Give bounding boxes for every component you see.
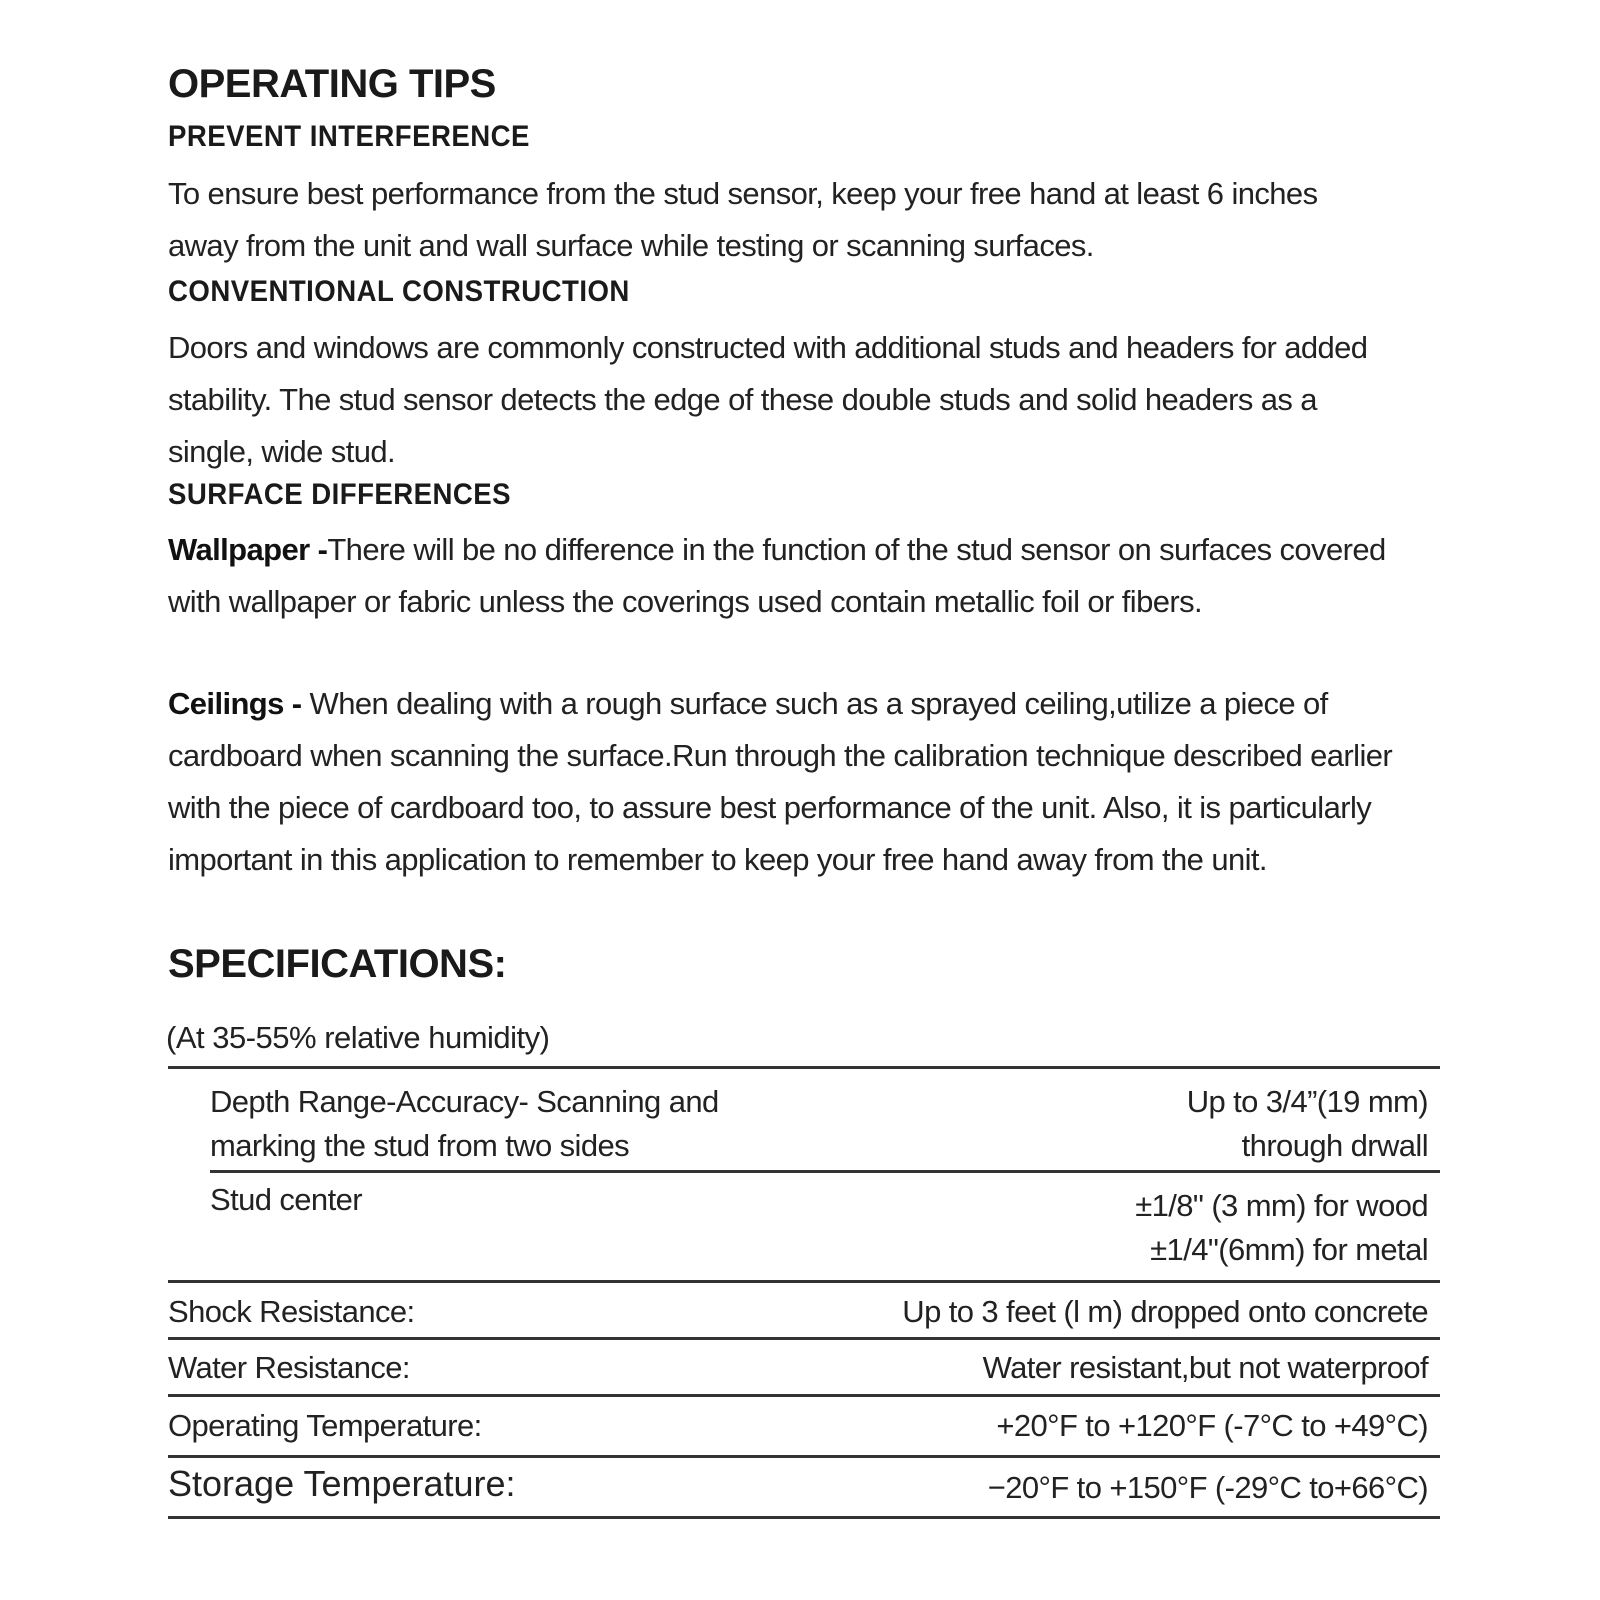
ceilings-label: Ceilings -	[168, 686, 302, 721]
table-rule	[168, 1337, 1440, 1340]
spec-label-water: Water Resistance:	[168, 1350, 410, 1385]
table-rule	[168, 1280, 1440, 1283]
spec-label-depth-line2: marking the stud from two sides	[210, 1128, 630, 1163]
spec-label-stud-center: Stud center	[210, 1182, 362, 1217]
spec-value-depth-line1: Up to 3/4”(19 mm)	[1186, 1084, 1428, 1119]
table-rule	[168, 1516, 1440, 1519]
spec-label-storage-temp: Storage Temperature:	[168, 1463, 516, 1504]
spec-value-depth-line2: through drwall	[1241, 1128, 1428, 1163]
wallpaper-paragraph	[168, 524, 1393, 628]
ceilings-paragraph	[168, 678, 1418, 886]
spec-label-operating-temp: Operating Temperature:	[168, 1408, 482, 1443]
spec-value-water: Water resistant,but not waterproof	[982, 1350, 1428, 1385]
specifications-title: SPECIFICATIONS:	[168, 942, 507, 986]
spec-value-operating-temp: +20°F to +120°F (-7°C to +49°C)	[996, 1408, 1428, 1443]
table-rule	[168, 1455, 1440, 1458]
ceilings-text: When dealing with a rough surface such as a sprayed ceiling,utilize a piece of cardboard when scanning the surface.Run through the calibration technique described earlier with the piece of cardboard too, to assure best performance of the unit. Also, it is particularly important in this application to remember to keep your free hand away from the unit.	[168, 686, 1393, 877]
spec-value-storage-temp: −20°F to +150°F (-29°C to+66°C)	[987, 1470, 1428, 1505]
prevent-interference-heading: PREVENT INTERFERENCE	[168, 120, 530, 153]
spec-label-depth-line1: Depth Range-Accuracy- Scanning and	[210, 1084, 719, 1119]
spec-label-shock: Shock Resistance:	[168, 1294, 415, 1329]
prevent-interference-text: To ensure best performance from the stud sensor, keep your free hand at least 6 inches away from the unit and wall surface while testing or scanning surfaces.	[168, 176, 1318, 263]
operating-tips-title: OPERATING TIPS	[168, 62, 496, 106]
spec-value-stud-wood: ±1/8" (3 mm) for wood	[1135, 1188, 1428, 1223]
surface-differences-heading: SURFACE DIFFERENCES	[168, 478, 512, 511]
wallpaper-text: There will be no difference in the function of the stud sensor on surfaces covered with wallpaper or fabric unless the coverings used contain metallic foil or fibers.	[168, 532, 1386, 619]
wallpaper-label: Wallpaper -	[168, 532, 328, 567]
conventional-construction-heading: CONVENTIONAL CONSTRUCTION	[168, 275, 630, 308]
spec-value-stud-metal: ±1/4"(6mm) for metal	[1150, 1232, 1428, 1267]
spec-value-shock: Up to 3 feet (l m) dropped onto concrete	[902, 1294, 1428, 1329]
humidity-note: (At 35-55% relative humidity)	[166, 1020, 550, 1055]
table-rule	[210, 1170, 1440, 1173]
table-rule	[168, 1394, 1440, 1397]
conventional-construction-text: Doors and windows are commonly constructed with additional studs and headers for added stability. The stud sensor detects the edge of these double studs and solid headers as a single, wide stud.	[168, 330, 1368, 469]
table-rule	[168, 1066, 1440, 1069]
